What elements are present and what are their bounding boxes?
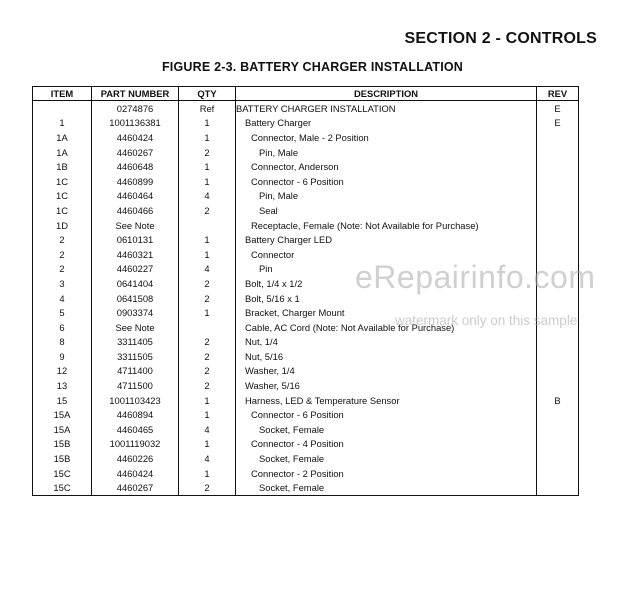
qty-cell: 2 <box>179 364 236 379</box>
description-cell: Harness, LED & Temperature Sensor <box>236 393 537 408</box>
part-number-cell: 4711400 <box>92 364 179 379</box>
rev-cell: E <box>537 101 579 116</box>
qty-cell: 2 <box>179 203 236 218</box>
item-cell: 12 <box>33 364 92 379</box>
table-header-row <box>33 87 579 101</box>
qty-cell: 2 <box>179 291 236 306</box>
description-cell: Pin, Male <box>236 145 537 160</box>
qty-cell: 1 <box>179 130 236 145</box>
rev-cell: B <box>537 393 579 408</box>
rev-cell <box>537 189 579 204</box>
part-number-cell: 4460899 <box>92 174 179 189</box>
table-row <box>33 437 579 452</box>
item-cell: 1C <box>33 203 92 218</box>
item-cell: 1A <box>33 130 92 145</box>
table-row <box>33 174 579 189</box>
watermark-note: watermark only on this sample <box>395 313 578 328</box>
part-number-cell: 4460227 <box>92 262 179 277</box>
table-row <box>33 422 579 437</box>
part-number-cell: 4460267 <box>92 145 179 160</box>
section-title: SECTION 2 - CONTROLS <box>404 30 597 47</box>
item-cell <box>33 101 92 116</box>
column-header-qty: QTY <box>179 87 236 101</box>
item-cell: 8 <box>33 335 92 350</box>
description-cell: BATTERY CHARGER INSTALLATION <box>236 101 537 116</box>
rev-cell <box>537 451 579 466</box>
item-cell: 2 <box>33 232 92 247</box>
item-cell: 15C <box>33 480 92 495</box>
part-number-cell: 4460466 <box>92 203 179 218</box>
table-row <box>33 218 579 233</box>
rev-cell <box>537 203 579 218</box>
item-cell: 2 <box>33 247 92 262</box>
part-number-cell: 4460894 <box>92 407 179 422</box>
item-cell: 4 <box>33 291 92 306</box>
qty-cell: 2 <box>179 349 236 364</box>
description-cell: Socket, Female <box>236 422 537 437</box>
table-row <box>33 130 579 145</box>
description-cell: Bolt, 1/4 x 1/2 <box>236 276 537 291</box>
item-cell: 5 <box>33 305 92 320</box>
table-row <box>33 378 579 393</box>
description-cell: Nut, 5/16 <box>236 349 537 364</box>
qty-cell: 1 <box>179 232 236 247</box>
qty-cell: 1 <box>179 174 236 189</box>
part-number-cell: 0903374 <box>92 305 179 320</box>
table-row <box>33 189 579 204</box>
rev-cell <box>537 232 579 247</box>
description-cell: Bracket, Charger Mount <box>236 305 537 320</box>
column-header-description: DESCRIPTION <box>236 87 537 101</box>
part-number-cell: See Note <box>92 218 179 233</box>
part-number-cell: 1001103423 <box>92 393 179 408</box>
figure-title: FIGURE 2-3. BATTERY CHARGER INSTALLATION <box>161 60 464 74</box>
qty-cell: 1 <box>179 247 236 262</box>
rev-cell <box>537 218 579 233</box>
parts-table-body <box>33 101 579 496</box>
table-row <box>33 116 579 131</box>
rev-cell <box>537 378 579 393</box>
qty-cell: 4 <box>179 422 236 437</box>
rev-cell <box>537 364 579 379</box>
table-row <box>33 159 579 174</box>
description-cell: Connector, Anderson <box>236 159 537 174</box>
table-row <box>33 145 579 160</box>
item-cell: 1D <box>33 218 92 233</box>
rev-cell <box>537 174 579 189</box>
rev-cell <box>537 407 579 422</box>
description-cell: Cable, AC Cord (Note: Not Available for Purchase) <box>236 320 537 335</box>
description-cell: Connector - 2 Position <box>236 466 537 481</box>
table-row <box>33 101 579 116</box>
item-cell: 15A <box>33 407 92 422</box>
part-number-cell: 4460226 <box>92 451 179 466</box>
qty-cell: 4 <box>179 189 236 204</box>
qty-cell <box>179 320 236 335</box>
table-row <box>33 393 579 408</box>
qty-cell: 1 <box>179 466 236 481</box>
column-header-part-number: PART NUMBER <box>92 87 179 101</box>
part-number-cell: 0641508 <box>92 291 179 306</box>
part-number-cell: 4711500 <box>92 378 179 393</box>
qty-cell: 4 <box>179 451 236 466</box>
description-cell: Connector - 4 Position <box>236 437 537 452</box>
description-cell: Seal <box>236 203 537 218</box>
description-cell: Washer, 5/16 <box>236 378 537 393</box>
rev-cell <box>537 130 579 145</box>
description-cell: Socket, Female <box>236 480 537 495</box>
rev-cell <box>537 437 579 452</box>
description-cell: Battery Charger <box>236 116 537 131</box>
item-cell: 1C <box>33 174 92 189</box>
part-number-cell: 4460321 <box>92 247 179 262</box>
rev-cell <box>537 480 579 495</box>
rev-cell <box>537 422 579 437</box>
description-cell: Connector, Male - 2 Position <box>236 130 537 145</box>
column-header-rev: REV <box>537 87 579 101</box>
item-cell: 1B <box>33 159 92 174</box>
item-cell: 15A <box>33 422 92 437</box>
item-cell: 15B <box>33 437 92 452</box>
qty-cell: 1 <box>179 407 236 422</box>
table-row <box>33 451 579 466</box>
qty-cell: Ref <box>179 101 236 116</box>
description-cell: Connector - 6 Position <box>236 174 537 189</box>
part-number-cell: 4460648 <box>92 159 179 174</box>
rev-cell <box>537 349 579 364</box>
part-number-cell: 4460267 <box>92 480 179 495</box>
part-number-cell: 4460465 <box>92 422 179 437</box>
rev-cell: E <box>537 116 579 131</box>
item-cell: 15C <box>33 466 92 481</box>
table-row <box>33 335 579 350</box>
description-cell: Battery Charger LED <box>236 232 537 247</box>
part-number-cell: 0610131 <box>92 232 179 247</box>
part-number-cell: 4460464 <box>92 189 179 204</box>
description-cell: Pin, Male <box>236 189 537 204</box>
description-cell: Receptacle, Female (Note: Not Available for Purchase) <box>236 218 537 233</box>
qty-cell: 4 <box>179 262 236 277</box>
qty-cell: 2 <box>179 378 236 393</box>
qty-cell: 2 <box>179 276 236 291</box>
qty-cell: 2 <box>179 335 236 350</box>
item-cell: 3 <box>33 276 92 291</box>
part-number-cell: 1001136381 <box>92 116 179 131</box>
part-number-cell: 4460424 <box>92 466 179 481</box>
item-cell: 1A <box>33 145 92 160</box>
item-cell: 15B <box>33 451 92 466</box>
qty-cell: 1 <box>179 116 236 131</box>
qty-cell: 2 <box>179 480 236 495</box>
qty-cell: 1 <box>179 393 236 408</box>
item-cell: 2 <box>33 262 92 277</box>
description-cell: Washer, 1/4 <box>236 364 537 379</box>
description-cell: Socket, Female <box>236 451 537 466</box>
table-row <box>33 232 579 247</box>
description-cell: Connector <box>236 247 537 262</box>
qty-cell: 2 <box>179 145 236 160</box>
part-number-cell: See Note <box>92 320 179 335</box>
description-cell: Pin <box>236 262 537 277</box>
part-number-cell: 3311405 <box>92 335 179 350</box>
part-number-cell: 4460424 <box>92 130 179 145</box>
part-number-cell: 0641404 <box>92 276 179 291</box>
part-number-cell: 3311505 <box>92 349 179 364</box>
rev-cell <box>537 466 579 481</box>
qty-cell <box>179 218 236 233</box>
item-cell: 15 <box>33 393 92 408</box>
table-row <box>33 364 579 379</box>
qty-cell: 1 <box>179 159 236 174</box>
description-cell: Connector - 6 Position <box>236 407 537 422</box>
item-cell: 9 <box>33 349 92 364</box>
description-cell: Nut, 1/4 <box>236 335 537 350</box>
rev-cell <box>537 145 579 160</box>
item-cell: 13 <box>33 378 92 393</box>
qty-cell: 1 <box>179 437 236 452</box>
description-cell: Bolt, 5/16 x 1 <box>236 291 537 306</box>
table-row <box>33 349 579 364</box>
table-row <box>33 407 579 422</box>
table-row <box>33 203 579 218</box>
watermark-brand: eRepairinfo.com <box>355 259 596 295</box>
column-header-item: ITEM <box>33 87 92 101</box>
table-row <box>33 466 579 481</box>
item-cell: 1C <box>33 189 92 204</box>
item-cell: 1 <box>33 116 92 131</box>
part-number-cell: 1001119032 <box>92 437 179 452</box>
table-row <box>33 480 579 495</box>
rev-cell <box>537 159 579 174</box>
item-cell: 6 <box>33 320 92 335</box>
part-number-cell: 0274876 <box>92 101 179 116</box>
qty-cell: 1 <box>179 305 236 320</box>
rev-cell <box>537 335 579 350</box>
